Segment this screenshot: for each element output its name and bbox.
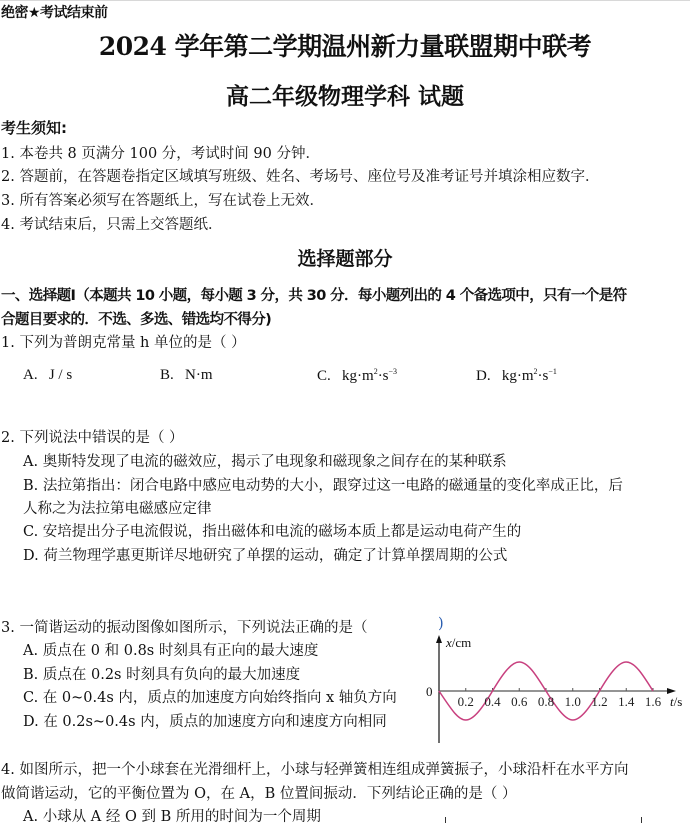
- page-top-border: [0, 0, 690, 1]
- option-label: A.: [23, 367, 38, 383]
- notice-heading: 考生须知:: [1, 119, 67, 137]
- part-instructions-line1: 一、选择题Ⅰ（本题共 10 小题，每小题 3 分，共 30 分．每小题列出的 4 个备选项中，只有一个是符: [1, 288, 627, 304]
- x-tick-labels: [458, 694, 662, 709]
- question-3-stem: 3. 一简谐运动的振动图像如图所示，下列说法正确的是（: [1, 620, 368, 636]
- q2-option-b-continued: 人称之为法拉第电磁感应定律: [23, 501, 212, 517]
- figure-fragment-right: [641, 817, 642, 823]
- svg-text:1.2: 1.2: [591, 694, 608, 709]
- option-label: C.: [317, 368, 331, 384]
- y-axis-label: x/cm: [446, 635, 472, 650]
- question-4-stem-line2: 做简谐运动，它的平衡位置为 O，在 A，B 位置间振动．下列结论正确的是（ ）: [1, 786, 517, 802]
- superscript: 2: [373, 367, 378, 376]
- origin-label: 0: [426, 684, 433, 699]
- option-text: ·s: [537, 368, 549, 384]
- question-2-stem: 2. 下列说法中错误的是（ ）: [1, 430, 184, 446]
- option-text: N·m: [185, 367, 213, 383]
- option-label: D.: [476, 368, 491, 384]
- q1-option-a: [23, 367, 72, 384]
- vibration-graph-svg: [420, 630, 690, 750]
- svg-text:0.6: 0.6: [511, 694, 528, 709]
- question-3-stem-close: ): [438, 616, 444, 632]
- superscript: 2: [533, 367, 538, 376]
- y-axis-arrow-icon: [436, 635, 442, 643]
- vibration-graph: [420, 630, 690, 755]
- x-axis-label: t/s: [670, 694, 683, 709]
- exam-title: 2024 学年第二学期温州新力量联盟期中联考: [98, 32, 592, 61]
- notice-item: 2. 答题前，在答题卷指定区域填写班级、姓名、考场号、座位号及准考证号并填涂相应数字．: [1, 169, 600, 185]
- q1-option-d: [476, 367, 557, 385]
- q1-option-c: [317, 367, 397, 385]
- q2-option-c: C. 安培提出分子电流假说，指出磁体和电流的磁场本质上都是运动电荷产生的: [23, 524, 522, 540]
- superscript: −1: [548, 367, 557, 376]
- option-text: kg·m: [342, 368, 374, 384]
- q4-option-a: A. 小球从 A 经 O 到 B 所用的时间为一个周期: [23, 809, 321, 825]
- superscript: −3: [388, 367, 398, 376]
- confidential-label: 绝密★考试结束前: [1, 5, 108, 21]
- svg-text:1.0: 1.0: [564, 694, 581, 709]
- q3-option-d: D. 在 0.2s~0.4s 内，质点的加速度方向和速度方向相同: [23, 714, 387, 730]
- svg-text:1.6: 1.6: [644, 694, 662, 709]
- svg-text:0.4: 0.4: [484, 694, 501, 709]
- q2-option-b: B. 法拉第指出：闭合电路中感应电动势的大小，跟穿过这一电路的磁通量的变化率成正比，后: [23, 478, 623, 494]
- q3-option-b: B. 质点在 0.2s 时刻具有负向的最大加速度: [23, 667, 301, 683]
- question-4-stem-line1: 4. 如图所示，把一个小球套在光滑细杆上，小球与轻弹簧相连组成弹簧振子，小球沿杆在水平方向: [1, 762, 629, 778]
- q3-option-c: C. 在 0~0.4s 内，质点的加速度方向始终指向 x 轴负方向: [23, 690, 397, 706]
- figure-fragment-left: [445, 817, 446, 823]
- svg-text:0.8: 0.8: [537, 694, 555, 709]
- section-title: 选择题部分: [297, 248, 393, 270]
- q1-option-b: [160, 367, 213, 384]
- option-text: kg·m: [501, 368, 534, 384]
- exam-subtitle: 高二年级物理学科 试题: [225, 83, 464, 110]
- svg-text:1.4: 1.4: [618, 694, 635, 709]
- notice-item: 3. 所有答案必须写在答题纸上，写在试卷上无效．: [1, 193, 324, 209]
- option-label: B.: [160, 367, 174, 383]
- option-text: ·s: [377, 368, 389, 384]
- q2-option-a: A. 奥斯特发现了电流的磁效应，揭示了电现象和磁现象之间存在的某种联系: [23, 454, 507, 470]
- notice-item: 4. 考试结束后，只需上交答题纸．: [1, 217, 223, 233]
- part-instructions-line2: 合题目要求的．不选、多选、错选均不得分): [1, 312, 272, 328]
- notice-item: 1. 本卷共 8 页满分 100 分，考试时间 90 分钟．: [1, 146, 320, 162]
- q3-option-a: A. 质点在 0 和 0.8s 时刻具有正向的最大速度: [23, 643, 319, 659]
- q2-option-d: D. 荷兰物理学惠更斯详尽地研究了单摆的运动，确定了计算单摆周期的公式: [23, 548, 508, 564]
- svg-text:0.2: 0.2: [457, 694, 474, 709]
- option-text: J / s: [48, 367, 73, 383]
- question-1-stem: 1. 下列为普朗克常量 h 单位的是（ ）: [1, 335, 246, 351]
